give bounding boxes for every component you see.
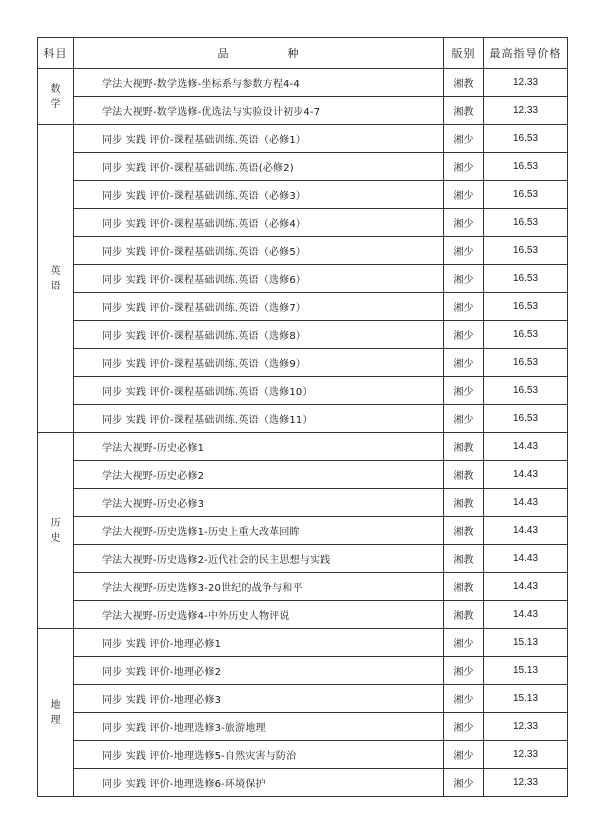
price-cell: 15.13 [484,657,568,685]
subject-cell [38,629,74,797]
price-cell: 12.33 [484,69,568,97]
table-row [38,209,568,237]
item-name-cell: 同步 实践 评价-课程基础训练.英语(必修2) [74,153,444,181]
item-name-cell: 学法大视野-历史必修1 [74,433,444,461]
table-row [38,97,568,125]
subject-cell [38,125,74,433]
edition-cell: 湘少 [444,153,484,181]
item-name-cell: 同步 实践 评价-地理选修6-环境保护 [74,769,444,797]
edition-cell: 湘教 [444,601,484,629]
table-row [38,125,568,153]
table-row [38,629,568,657]
price-cell: 14.43 [484,601,568,629]
price-cell: 12.33 [484,769,568,797]
table-row [38,153,568,181]
table-row [38,461,568,489]
subject-cell [38,69,74,125]
edition-cell: 湘教 [444,545,484,573]
price-cell: 16.53 [484,321,568,349]
table-row [38,265,568,293]
price-cell: 16.53 [484,153,568,181]
item-name-cell: 同步 实践 评价-课程基础训练.英语（必修3） [74,181,444,209]
edition-cell: 湘少 [444,657,484,685]
item-name-cell: 同步 实践 评价-课程基础训练.英语（选修11） [74,405,444,433]
item-name-cell: 同步 实践 评价-课程基础训练.英语（选修10） [74,377,444,405]
edition-cell: 湘少 [444,265,484,293]
edition-cell: 湘少 [444,713,484,741]
price-cell: 16.53 [484,125,568,153]
price-cell: 16.53 [484,265,568,293]
price-cell: 12.33 [484,713,568,741]
table-row [38,517,568,545]
subject-label: 地理 [50,699,61,726]
table-row [38,69,568,97]
edition-cell: 湘少 [444,293,484,321]
edition-cell: 湘少 [444,125,484,153]
table-row [38,377,568,405]
edition-cell: 湘少 [444,181,484,209]
edition-cell: 湘教 [444,573,484,601]
edition-cell: 湘少 [444,209,484,237]
item-name-cell: 学法大视野-历史选修3-20世纪的战争与和平 [74,573,444,601]
item-name-cell: 学法大视野-历史必修3 [74,489,444,517]
edition-cell: 湘少 [444,377,484,405]
edition-cell: 湘教 [444,433,484,461]
price-cell: 16.53 [484,237,568,265]
table-row [38,489,568,517]
edition-cell: 湘教 [444,461,484,489]
table-row [38,685,568,713]
price-cell: 14.43 [484,517,568,545]
subject-label: 英语 [50,265,61,292]
table-row [38,237,568,265]
item-name-cell: 同步 实践 评价-课程基础训练.英语（选修9） [74,349,444,377]
table-header [38,38,568,69]
price-cell: 16.53 [484,209,568,237]
edition-cell: 湘少 [444,769,484,797]
item-name-cell: 学法大视野-历史选修2-近代社会的民主思想与实践 [74,545,444,573]
item-name-cell: 同步 实践 评价-课程基础训练.英语（必修1） [74,125,444,153]
item-name-cell: 同步 实践 评价-地理选修3-旅游地理 [74,713,444,741]
edition-cell: 湘教 [444,489,484,517]
table-row [38,545,568,573]
edition-cell: 湘少 [444,405,484,433]
header-subject: 科目 [38,38,74,69]
table-row [38,349,568,377]
header-item-b: 种 [287,47,300,60]
price-cell: 16.53 [484,293,568,321]
item-name-cell: 同步 实践 评价-地理必修3 [74,685,444,713]
price-cell: 16.53 [484,405,568,433]
item-name-cell: 同步 实践 评价-地理选修5-自然灾害与防治 [74,741,444,769]
price-table [37,37,568,797]
table-row [38,321,568,349]
price-cell: 16.53 [484,181,568,209]
edition-cell: 湘少 [444,741,484,769]
edition-cell: 湘少 [444,237,484,265]
header-edition: 版别 [444,38,484,69]
table-row [38,573,568,601]
price-cell: 12.33 [484,741,568,769]
edition-cell: 湘教 [444,517,484,545]
table-row [38,713,568,741]
table-row [38,741,568,769]
header-item-a: 品 [217,47,230,60]
table-row [38,293,568,321]
item-name-cell: 同步 实践 评价-课程基础训练.英语（选修6） [74,265,444,293]
table-row [38,657,568,685]
price-cell: 14.43 [484,461,568,489]
price-cell: 14.43 [484,545,568,573]
edition-cell: 湘教 [444,69,484,97]
item-name-cell: 学法大视野-数学选修-优选法与实验设计初步4-7 [74,97,444,125]
item-name-cell: 同步 实践 评价-课程基础训练.英语（选修7） [74,293,444,321]
item-name-cell: 学法大视野-历史选修4-中外历史人物评说 [74,601,444,629]
table-row [38,181,568,209]
subject-label: 历史 [50,517,61,544]
edition-cell: 湘少 [444,321,484,349]
edition-cell: 湘少 [444,685,484,713]
edition-cell: 湘少 [444,349,484,377]
price-cell: 12.33 [484,97,568,125]
item-name-cell: 同步 实践 评价-课程基础训练.英语（必修5） [74,237,444,265]
subject-cell [38,433,74,629]
subject-label: 数学 [50,83,61,110]
header-price: 最高指导价格 [484,38,568,69]
header-item [74,38,444,69]
table-row [38,601,568,629]
edition-cell: 湘少 [444,629,484,657]
item-name-cell: 同步 实践 评价-课程基础训练.英语（必修4） [74,209,444,237]
price-cell: 14.43 [484,573,568,601]
price-cell: 15.13 [484,685,568,713]
item-name-cell: 同步 实践 评价-地理必修2 [74,657,444,685]
header-row [38,38,568,69]
item-name-cell: 同步 实践 评价-课程基础训练.英语（选修8） [74,321,444,349]
table-row [38,405,568,433]
item-name-cell: 学法大视野-历史必修2 [74,461,444,489]
price-cell: 14.43 [484,489,568,517]
table-row [38,433,568,461]
item-name-cell: 学法大视野-数学选修-坐标系与参数方程4-4 [74,69,444,97]
price-cell: 16.53 [484,349,568,377]
edition-cell: 湘教 [444,97,484,125]
table-row [38,769,568,797]
price-cell: 16.53 [484,377,568,405]
price-cell: 14.43 [484,433,568,461]
table-body [38,69,568,797]
item-name-cell: 同步 实践 评价-地理必修1 [74,629,444,657]
item-name-cell: 学法大视野-历史选修1-历史上重大改革回眸 [74,517,444,545]
price-cell: 15.13 [484,629,568,657]
